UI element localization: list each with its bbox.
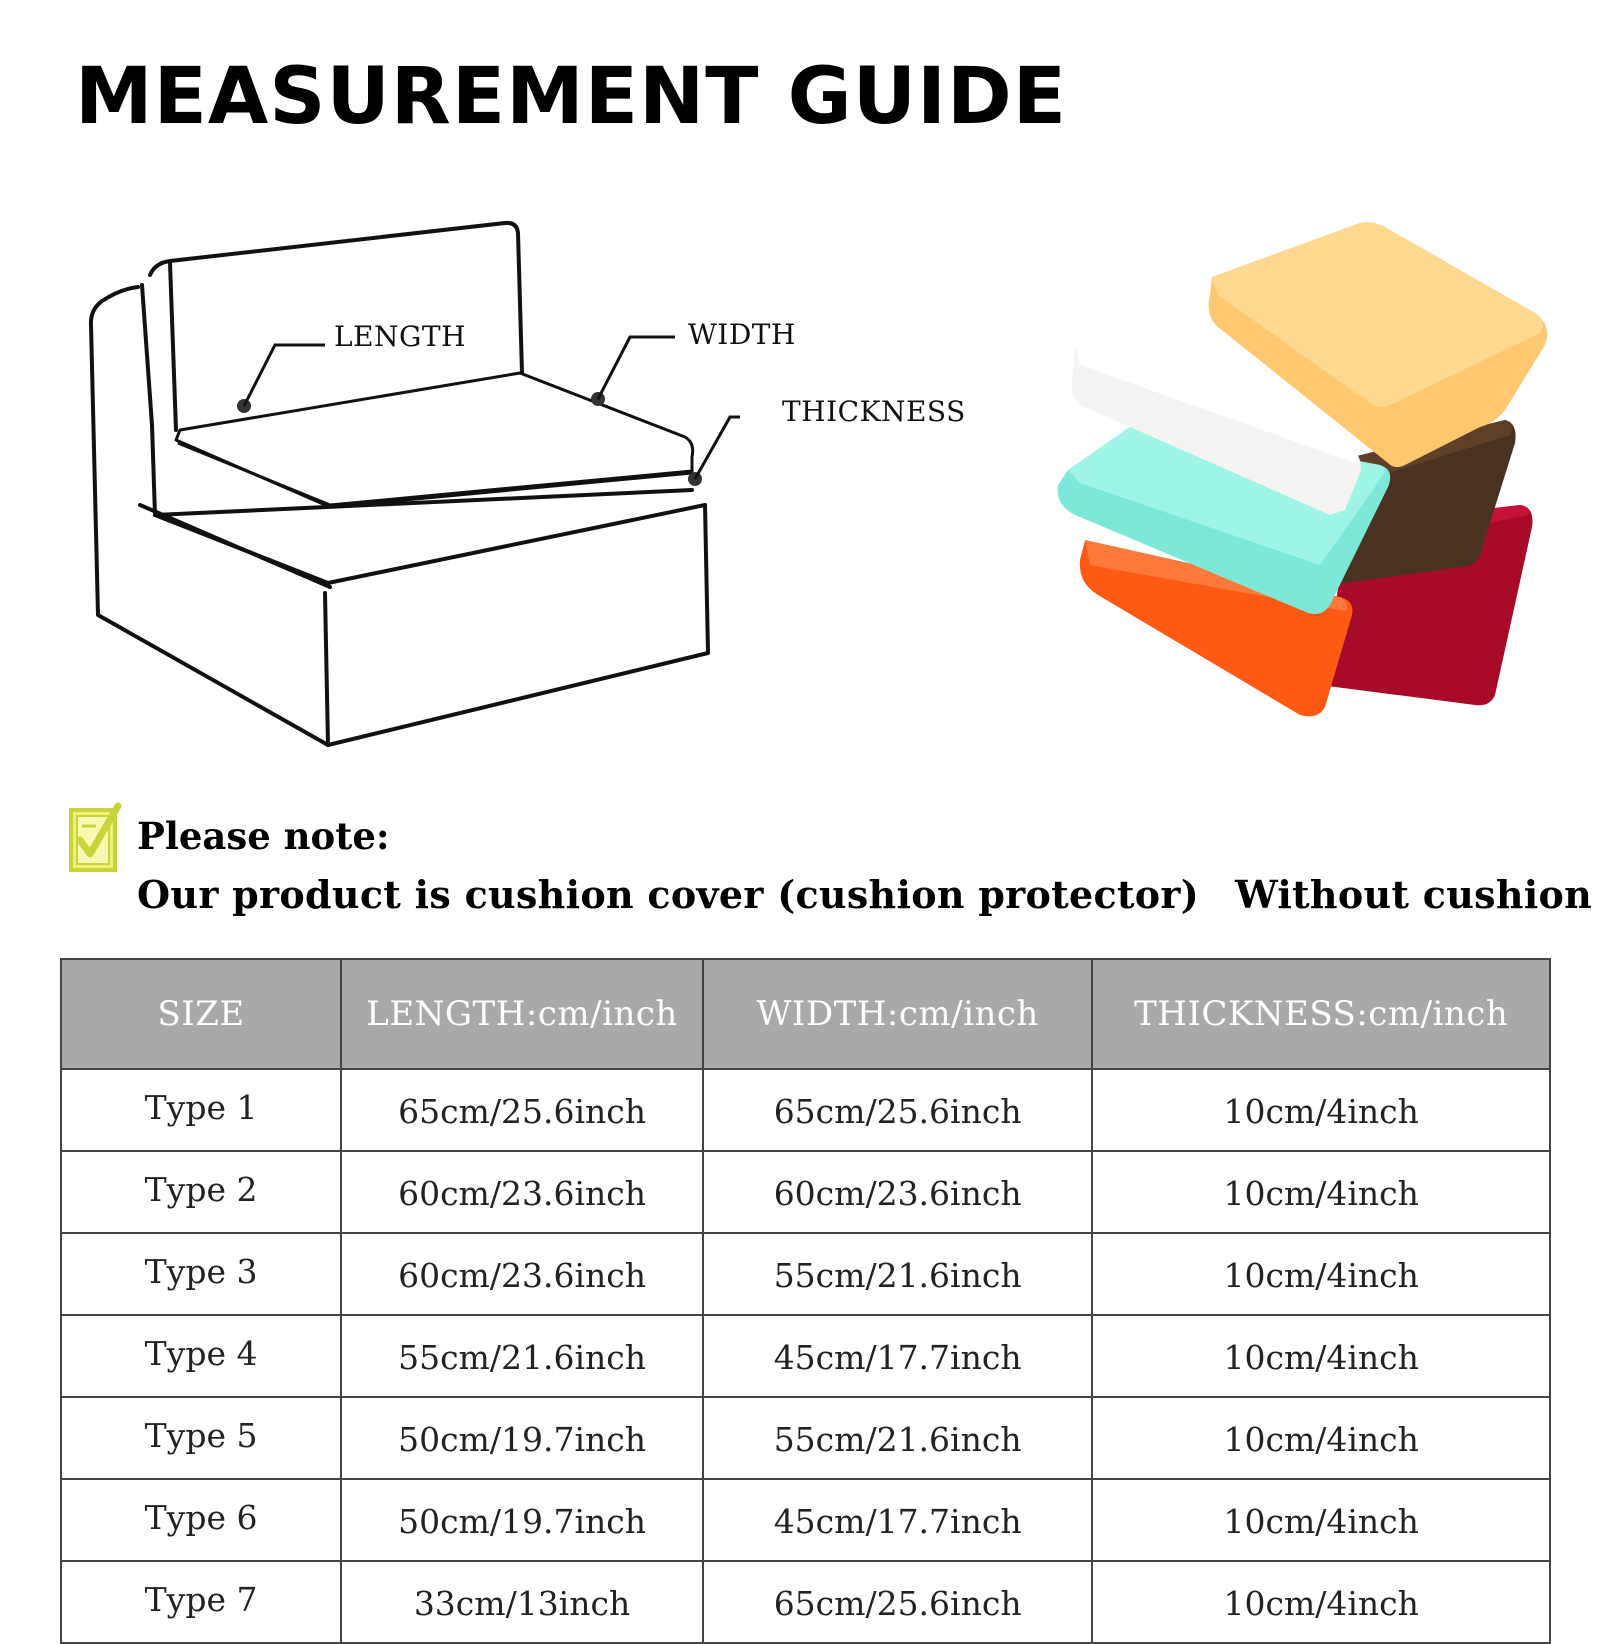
- note-text: [137, 872, 1592, 917]
- header-width: WIDTH:cm/inch: [703, 959, 1092, 1069]
- size-cell: Type 6: [61, 1479, 341, 1561]
- thickness-cell: 10cm/4inch: [1092, 1479, 1550, 1561]
- thickness-cell: 10cm/4inch: [1092, 1069, 1550, 1151]
- width-cell: 45cm/17.7inch: [703, 1315, 1092, 1397]
- size-table: [60, 958, 1551, 1644]
- size-cell: Type 2: [61, 1151, 341, 1233]
- width-cell: 55cm/21.6inch: [703, 1233, 1092, 1315]
- length-cell: 33cm/13inch: [341, 1561, 703, 1643]
- table-row: [61, 1069, 1550, 1151]
- header-thickness: THICKNESS:cm/inch: [1092, 959, 1550, 1069]
- thickness-cell: 10cm/4inch: [1092, 1151, 1550, 1233]
- length-cell: 55cm/21.6inch: [341, 1315, 703, 1397]
- table-row: [61, 1561, 1550, 1643]
- note-text-part2: Without cushion: [1235, 872, 1593, 917]
- length-cell: 60cm/23.6inch: [341, 1233, 703, 1315]
- thickness-label: THICKNESS: [782, 395, 966, 428]
- table-row: [61, 1315, 1550, 1397]
- thickness-cell: 10cm/4inch: [1092, 1561, 1550, 1643]
- thickness-cell: 10cm/4inch: [1092, 1397, 1550, 1479]
- size-cell: Type 5: [61, 1397, 341, 1479]
- width-cell: 55cm/21.6inch: [703, 1397, 1092, 1479]
- size-cell: Type 4: [61, 1315, 341, 1397]
- width-label: WIDTH: [688, 318, 796, 351]
- cushion-color-samples: [1050, 215, 1550, 735]
- width-cell: 65cm/25.6inch: [703, 1561, 1092, 1643]
- header-length: LENGTH:cm/inch: [341, 959, 703, 1069]
- thickness-cell: 10cm/4inch: [1092, 1315, 1550, 1397]
- table-header-row: [61, 959, 1550, 1069]
- size-cell: Type 3: [61, 1233, 341, 1315]
- width-cell: 65cm/25.6inch: [703, 1069, 1092, 1151]
- checklist-icon: [66, 800, 130, 878]
- thickness-cell: 10cm/4inch: [1092, 1233, 1550, 1315]
- table-row: [61, 1151, 1550, 1233]
- table-row: [61, 1233, 1550, 1315]
- width-cell: 60cm/23.6inch: [703, 1151, 1092, 1233]
- size-cell: Type 7: [61, 1561, 341, 1643]
- header-size: SIZE: [61, 959, 341, 1069]
- table-row: [61, 1397, 1550, 1479]
- size-cell: Type 1: [61, 1069, 341, 1151]
- note-title: Please note:: [137, 814, 390, 858]
- length-label: LENGTH: [334, 320, 466, 353]
- width-cell: 45cm/17.7inch: [703, 1479, 1092, 1561]
- table-row: [61, 1479, 1550, 1561]
- length-cell: 60cm/23.6inch: [341, 1151, 703, 1233]
- note-text-part1: Our product is cushion cover (cushion protector): [137, 872, 1200, 917]
- page-title: MEASUREMENT GUIDE: [75, 52, 1068, 142]
- length-cell: 50cm/19.7inch: [341, 1479, 703, 1561]
- length-cell: 65cm/25.6inch: [341, 1069, 703, 1151]
- sofa-diagram: [80, 215, 740, 755]
- length-cell: 50cm/19.7inch: [341, 1397, 703, 1479]
